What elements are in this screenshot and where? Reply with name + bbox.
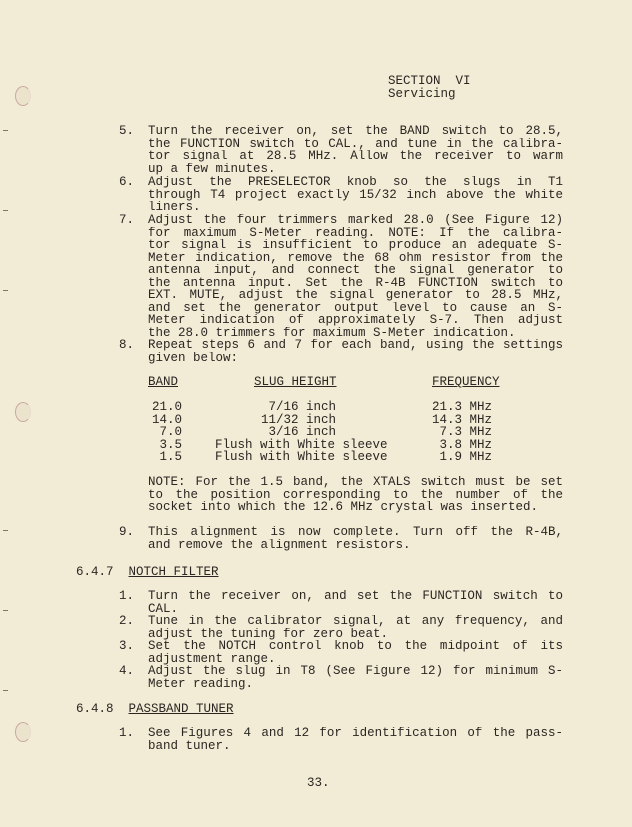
- cell-frequency: 3.8 MHz: [439, 437, 492, 452]
- notch-filter-heading: [76, 566, 219, 579]
- step-number: 1.: [119, 726, 135, 740]
- text-line: up a few minutes.: [148, 162, 276, 175]
- table-header-band: [148, 376, 178, 389]
- cell-band: 1.5: [159, 450, 182, 464]
- cell-slug-height: 7/16 inch: [268, 400, 336, 414]
- margin-mark: [3, 610, 8, 611]
- cell-slug-height: Flush with White sleeve: [215, 450, 388, 464]
- text-line: Meter indication of approximately S-7. Then adjust: [148, 314, 563, 327]
- section-number: 6.4.7: [76, 565, 129, 579]
- text-line: This alignment is now complete. Turn off the R-4B,: [148, 526, 563, 539]
- text-line: liners.: [148, 201, 201, 214]
- text-line: socket into which the 12.6 MHz crystal was inserted.: [148, 501, 539, 514]
- step-text: [148, 526, 563, 551]
- text-line: Meter reading.: [148, 677, 254, 690]
- text-line: for maximum S-Meter reading. NOTE: If the calibra-: [148, 226, 563, 239]
- step-text: [148, 727, 563, 752]
- text-line: given below:: [148, 351, 239, 364]
- step-text: [148, 176, 563, 214]
- cell-band: 14.0: [151, 412, 182, 427]
- text-line: NOTE: For the 1.5 band, the XTALS switch must be set: [148, 476, 563, 489]
- text-line: band tuner.: [148, 739, 231, 752]
- step-number: 5.: [119, 124, 135, 138]
- text-line: tor signal is insufficient to produce an adequate S-: [148, 239, 563, 252]
- step-number: 3.: [119, 639, 135, 653]
- step-text: [148, 640, 563, 665]
- section-title: NOTCH FILTER: [128, 565, 219, 579]
- table-header-slug: [254, 376, 337, 389]
- margin-mark: [3, 290, 8, 291]
- note-text: [148, 476, 563, 514]
- text-line: the 28.0 trimmers for maximum S-Meter indication.: [148, 326, 516, 339]
- text-line: the FUNCTION switch to CAL., and tune in the calibra-: [148, 137, 563, 150]
- text-line: Meter indication, remove the 68 ohm resistor from the: [148, 251, 563, 264]
- text-line: Adjust the PRESELECTOR knob so the slugs in T1: [148, 176, 563, 189]
- text-line: Tune in the calibrator signal, at any frequency, and: [148, 615, 563, 628]
- section-subtitle: Servicing: [388, 87, 456, 101]
- cell-slug-height: 3/16 inch: [268, 425, 336, 439]
- margin-mark: [3, 690, 8, 691]
- step-number: 6.: [119, 175, 135, 189]
- cell-frequency: 1.9 MHz: [439, 450, 492, 464]
- column-header: FREQUENCY: [432, 375, 500, 389]
- cell-frequency: 21.3 MHz: [431, 400, 492, 414]
- cell-band: 7.0: [159, 425, 182, 439]
- cell-frequency: 7.3 MHz: [439, 425, 492, 439]
- text-line: and set the generator output level to cause an S-: [148, 301, 563, 314]
- step-text: [148, 615, 563, 640]
- text-line: and remove the alignment resistors.: [148, 538, 411, 551]
- step-number: 8.: [119, 338, 135, 352]
- column-header: SLUG HEIGHT: [254, 375, 337, 389]
- step-text: [148, 214, 563, 339]
- margin-mark: [3, 530, 8, 531]
- text-line: tor signal at 28.5 MHz. Allow the receiver to warm: [148, 150, 563, 163]
- text-line: adjustment range.: [148, 652, 276, 665]
- text-line: Turn the receiver on, and set the FUNCTION switch to: [148, 590, 563, 603]
- step-number: 1.: [119, 589, 135, 603]
- text-line: antenna input, and connect the signal generator to: [148, 264, 563, 277]
- text-line: See Figures 4 and 12 for identification of the pass-: [148, 727, 563, 740]
- column-header: BAND: [148, 375, 179, 389]
- binder-hole: [15, 86, 31, 106]
- text-line: through T4 project exactly 15/32 inch above the white: [148, 188, 563, 201]
- text-line: Set the NOTCH control knob to the midpoint of its: [148, 640, 563, 653]
- text-line: Turn the receiver on, set the BAND switch to 28.5,: [148, 125, 563, 138]
- text-line: Adjust the four trimmers marked 28.0 (See Figure 12): [148, 214, 563, 227]
- margin-mark: [3, 210, 8, 211]
- passband-tuner-heading: [76, 703, 234, 716]
- cell-band: 3.5: [159, 437, 182, 452]
- step-text: [148, 339, 563, 364]
- cell-band: 21.0: [151, 400, 182, 414]
- section-heading: SECTION VI: [388, 74, 471, 88]
- step-number: 2.: [119, 614, 135, 628]
- binder-hole: [15, 402, 31, 422]
- section-number: 6.4.8: [76, 702, 129, 716]
- step-text: [148, 125, 563, 175]
- step-number: 4.: [119, 664, 135, 678]
- step-text: [148, 590, 563, 615]
- step-number: 7.: [119, 213, 135, 227]
- text-line: adjust the tuning for zero beat.: [148, 627, 389, 640]
- text-line: to the position corresponding to the number of the: [148, 488, 563, 501]
- binder-hole: [15, 722, 31, 742]
- text-line: Adjust the slug in T8 (See Figure 12) for minimum S-: [148, 665, 563, 678]
- section-title: PASSBAND TUNER: [128, 702, 234, 716]
- cell-frequency: 14.3 MHz: [431, 412, 492, 427]
- text-line: CAL.: [148, 602, 179, 615]
- text-line: EXT. MUTE, adjust the signal generator to 28.5 MHz,: [148, 289, 563, 302]
- cell-slug-height: 11/32 inch: [260, 412, 336, 427]
- text-line: Repeat steps 6 and 7 for each band, using the settings: [148, 339, 563, 352]
- page-number: 33.: [307, 776, 330, 790]
- step-text: [148, 665, 563, 690]
- text-line: the antenna input. Set the R-4B FUNCTION switch to: [148, 276, 563, 289]
- cell-slug-height: Flush with White sleeve: [215, 437, 388, 452]
- table-header-frequency: [432, 376, 500, 389]
- step-number: 9.: [119, 525, 135, 539]
- margin-mark: [3, 130, 8, 131]
